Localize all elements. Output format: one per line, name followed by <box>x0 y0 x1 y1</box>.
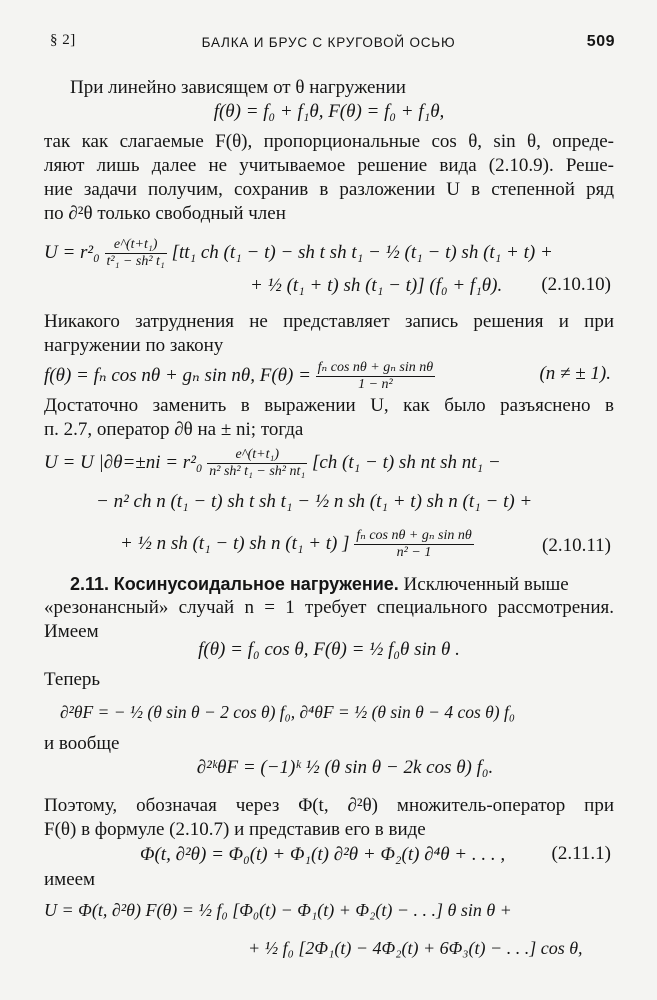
equation-number: (2.11.1) <box>551 843 611 864</box>
equation-2-10-10-line2: + ½ (t₁ + t) sh (t₁ − t)] (f₀ + f₁θ). <box>250 275 503 296</box>
text-line: нагружении по закону <box>44 335 224 356</box>
text-line: Имеем <box>44 621 99 642</box>
section-marker: § 2] <box>50 32 76 48</box>
section-heading: 2.11. Косинусоидальное нагружение. Исключенный выше <box>70 574 569 595</box>
text-line: ляют лишь далее не учитываемое решение вида (2.10.9). Реше- <box>44 155 614 176</box>
text-line: Теперь <box>44 669 101 690</box>
equation-phi-expansion: Φ(t, ∂²θ) = Φ₀(t) + Φ₁(t) ∂²θ + Φ₂(t) ∂⁴θ + . . . , <box>140 844 506 865</box>
page-number: 509 <box>586 33 615 50</box>
text-line: по ∂²θ только свободный член <box>44 203 286 224</box>
equation-cos-load: f(θ) = f₀ cos θ, F(θ) = ½ f₀θ sin θ . <box>198 639 460 660</box>
equation-load: f(θ) = f₀ + f₁θ, F(θ) = f₀ + f₁θ, <box>213 101 445 122</box>
equation-2-10-11-line2: − n² ch n (t₁ − t) sh t sh t₁ − ½ n sh (t₁ + t) sh n (t₁ − t) + <box>96 491 533 512</box>
section-number: 2.11. <box>70 574 110 594</box>
text-line: Поэтому, обозначая через Φ(t, ∂²θ) множитель-оператор при <box>44 795 614 816</box>
running-title: БАЛКА И БРУС С КРУГОВОЙ ОСЬЮ <box>201 35 456 50</box>
text-line: имеем <box>44 869 96 890</box>
text-line: п. 2.7, оператор ∂θ на ± ni; тогда <box>44 419 304 440</box>
section-title: Косинусоидальное нагружение. <box>113 574 399 594</box>
text-line: и вообще <box>44 733 120 754</box>
text-line: ние задачи получим, сохранив в разложении U в степенной ряд <box>44 179 614 200</box>
equation-number: (2.10.11) <box>542 535 611 556</box>
equation-derivatives: ∂²θF = − ½ (θ sin θ − 2 cos θ) f₀, ∂⁴θF = ½ (θ sin θ − 4 cos θ) f₀ <box>60 702 515 722</box>
equation-2-10-10-line1: U = r²₀ $\frac{\text{e\textasciicircum{}(t+t₁)}}{\text{t²₁ − sh² t₁}}$ [tt₁ ch (t₁ − t) − sh t sh t₁ − ½ (t₁ − t) sh (t₁ + t) + <box>44 237 553 270</box>
text-line: Достаточно заменить в выражении U, как было разъяснено в <box>44 395 614 416</box>
equation-2-10-11-line1: U = U |∂θ=±ni = r²₀ $\frac{\text{e\textasciicircum{}(t+t₁)}}{\text{n² sh² t₁ − sh² nt₁}}$ [ch (t₁ − t) sh nt sh nt₁ − <box>44 447 501 480</box>
text-line: «резонансный» случай n = 1 требует специального рассмотрения. <box>44 597 614 618</box>
text-line: Никакого затруднения не представляет запись решения и при <box>44 311 614 332</box>
equation-load-law: f(θ) = fₙ cos nθ + gₙ sin nθ, F(θ) = $\frac{\text{fₙ cos nθ + gₙ sin nθ}}{\text{1 − n²}}$ <box>44 360 434 392</box>
text-line: так как слагаемые F(θ), пропорциональные cos θ, sin θ, опреде- <box>44 131 614 152</box>
condition: (n ≠ ± 1). <box>539 363 611 384</box>
equation-general-derivative: ∂²ᵏθF = (−1)ᵏ ½ (θ sin θ − 2k cos θ) f₀. <box>196 757 494 778</box>
text-line: F(θ) в формуле (2.10.7) и представив его в виде <box>44 819 426 840</box>
equation-solution-line1: U = Φ(t, ∂²θ) F(θ) = ½ f₀ [Φ₀(t) − Φ₁(t) + Φ₂(t) − . . .] θ sin θ + <box>44 900 512 920</box>
equation-2-10-11-line3: + ½ n sh (t₁ − t) sh n (t₁ + t) ] $\frac{\text{fₙ cos nθ + gₙ sin nθ}}{\text{n² − 1}}$ <box>120 528 472 561</box>
equation-number: (2.10.10) <box>541 274 611 295</box>
equation-solution-line2: + ½ f₀ [2Φ₁(t) − 4Φ₂(t) + 6Φ₃(t) − . . .] cos θ, <box>248 938 583 958</box>
text-line: При линейно зависящем от θ нагружении <box>70 77 406 98</box>
